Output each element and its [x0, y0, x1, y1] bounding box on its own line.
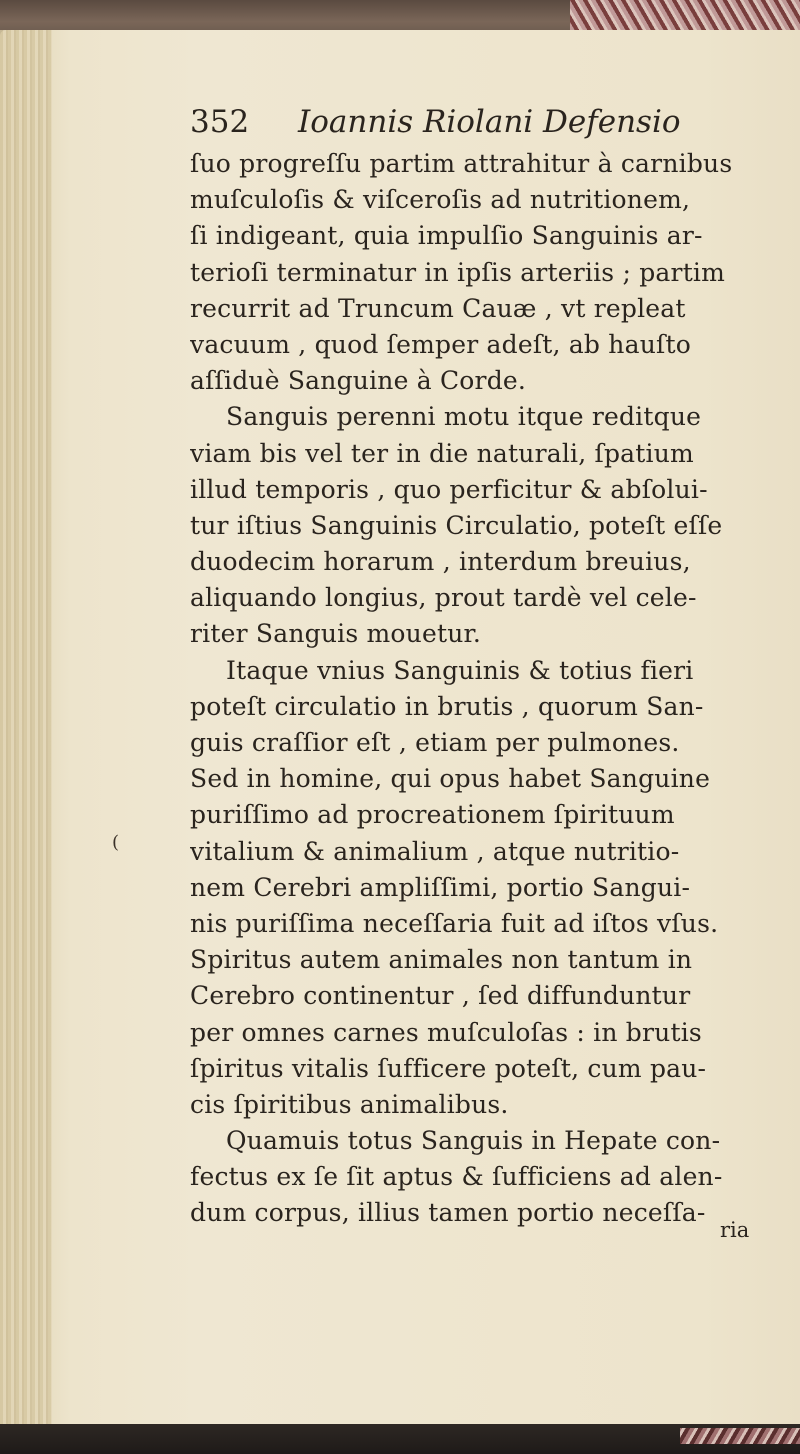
margin-mark: (: [112, 832, 120, 853]
bottom-headband-decoration: [680, 1428, 800, 1444]
text-line: Cerebro continentur , ſed diffunduntur: [190, 981, 691, 1011]
text-line: Sed in homine, qui opus habet Sanguine: [190, 764, 711, 794]
headband-decoration: [570, 0, 800, 30]
text-line: ſuo progreſſu partim attrahitur à carnibus: [190, 149, 733, 178]
text-line: Itaque vnius Sanguinis & totius fieri: [226, 655, 694, 685]
text-line: Sanguis perenni motu itque reditque: [226, 402, 702, 432]
text-line: aliquando longius, prout tardè vel cele-: [190, 583, 697, 613]
text-line: poteſt circulatio in brutis , quorum San-: [190, 691, 704, 721]
text-line: terioſi terminatur in ipſis arteriis ; partim: [190, 257, 726, 287]
text-line: nem Cerebri ampliſſimi, portio Sangui-: [190, 872, 691, 902]
text-line: Quamuis totus Sanguis in Hepate con-: [226, 1126, 721, 1156]
text-line: illud temporis , quo perficitur & abſolui-: [190, 474, 708, 504]
running-head: [190, 104, 750, 146]
body-text: [190, 146, 750, 1232]
page-text-block: [190, 104, 750, 1232]
text-line: muſculoſis & viſceroſis ad nutritionem,: [190, 185, 691, 215]
page-number: 352: [190, 104, 250, 140]
running-head-title: Ioannis Riolani Defensio: [298, 104, 681, 140]
text-line: per omnes carnes muſculoſas : in brutis: [190, 1017, 702, 1047]
text-line: dum corpus, illius tamen portio neceſſa-: [190, 1198, 706, 1228]
text-line: Spiritus autem animales non tantum in: [190, 945, 693, 975]
text-line: viam bis vel ter in die naturali, ſpatium: [190, 438, 694, 468]
page-gutter-edge: [0, 30, 52, 1426]
text-line: guis craſſior eſt , etiam per pulmones.: [190, 728, 680, 757]
text-line: ſi indigeant, quia impulſio Sanguinis ar-: [190, 221, 703, 251]
text-line: tur iſtius Sanguinis Circulatio, poteſt eſſe: [190, 510, 723, 540]
text-line: duodecim horarum , interdum breuius,: [190, 547, 691, 577]
text-line: recurrit ad Truncum Cauæ , vt repleat: [190, 293, 686, 323]
text-line: cis ſpiritibus animalibus.: [190, 1089, 509, 1119]
catchword: ria: [720, 1218, 750, 1242]
text-line: vacuum , quod ſemper adeſt, ab hauſto: [190, 329, 691, 359]
text-line: aſſiduè Sanguine à Corde.: [190, 366, 527, 396]
text-line: ſpiritus vitalis ſufficere poteſt, cum pau-: [190, 1053, 707, 1083]
text-line: nis puriſſima neceſſaria fuit ad iſtos vſus.: [190, 908, 719, 938]
text-line: riter Sanguis mouetur.: [190, 619, 482, 649]
text-line: fectus ex ſe ſit aptus & ſufficiens ad alen-: [190, 1162, 723, 1192]
text-line: vitalium & animalium , atque nutritio-: [190, 836, 680, 866]
text-line: puriſſimo ad procreationem ſpirituum: [190, 800, 675, 830]
